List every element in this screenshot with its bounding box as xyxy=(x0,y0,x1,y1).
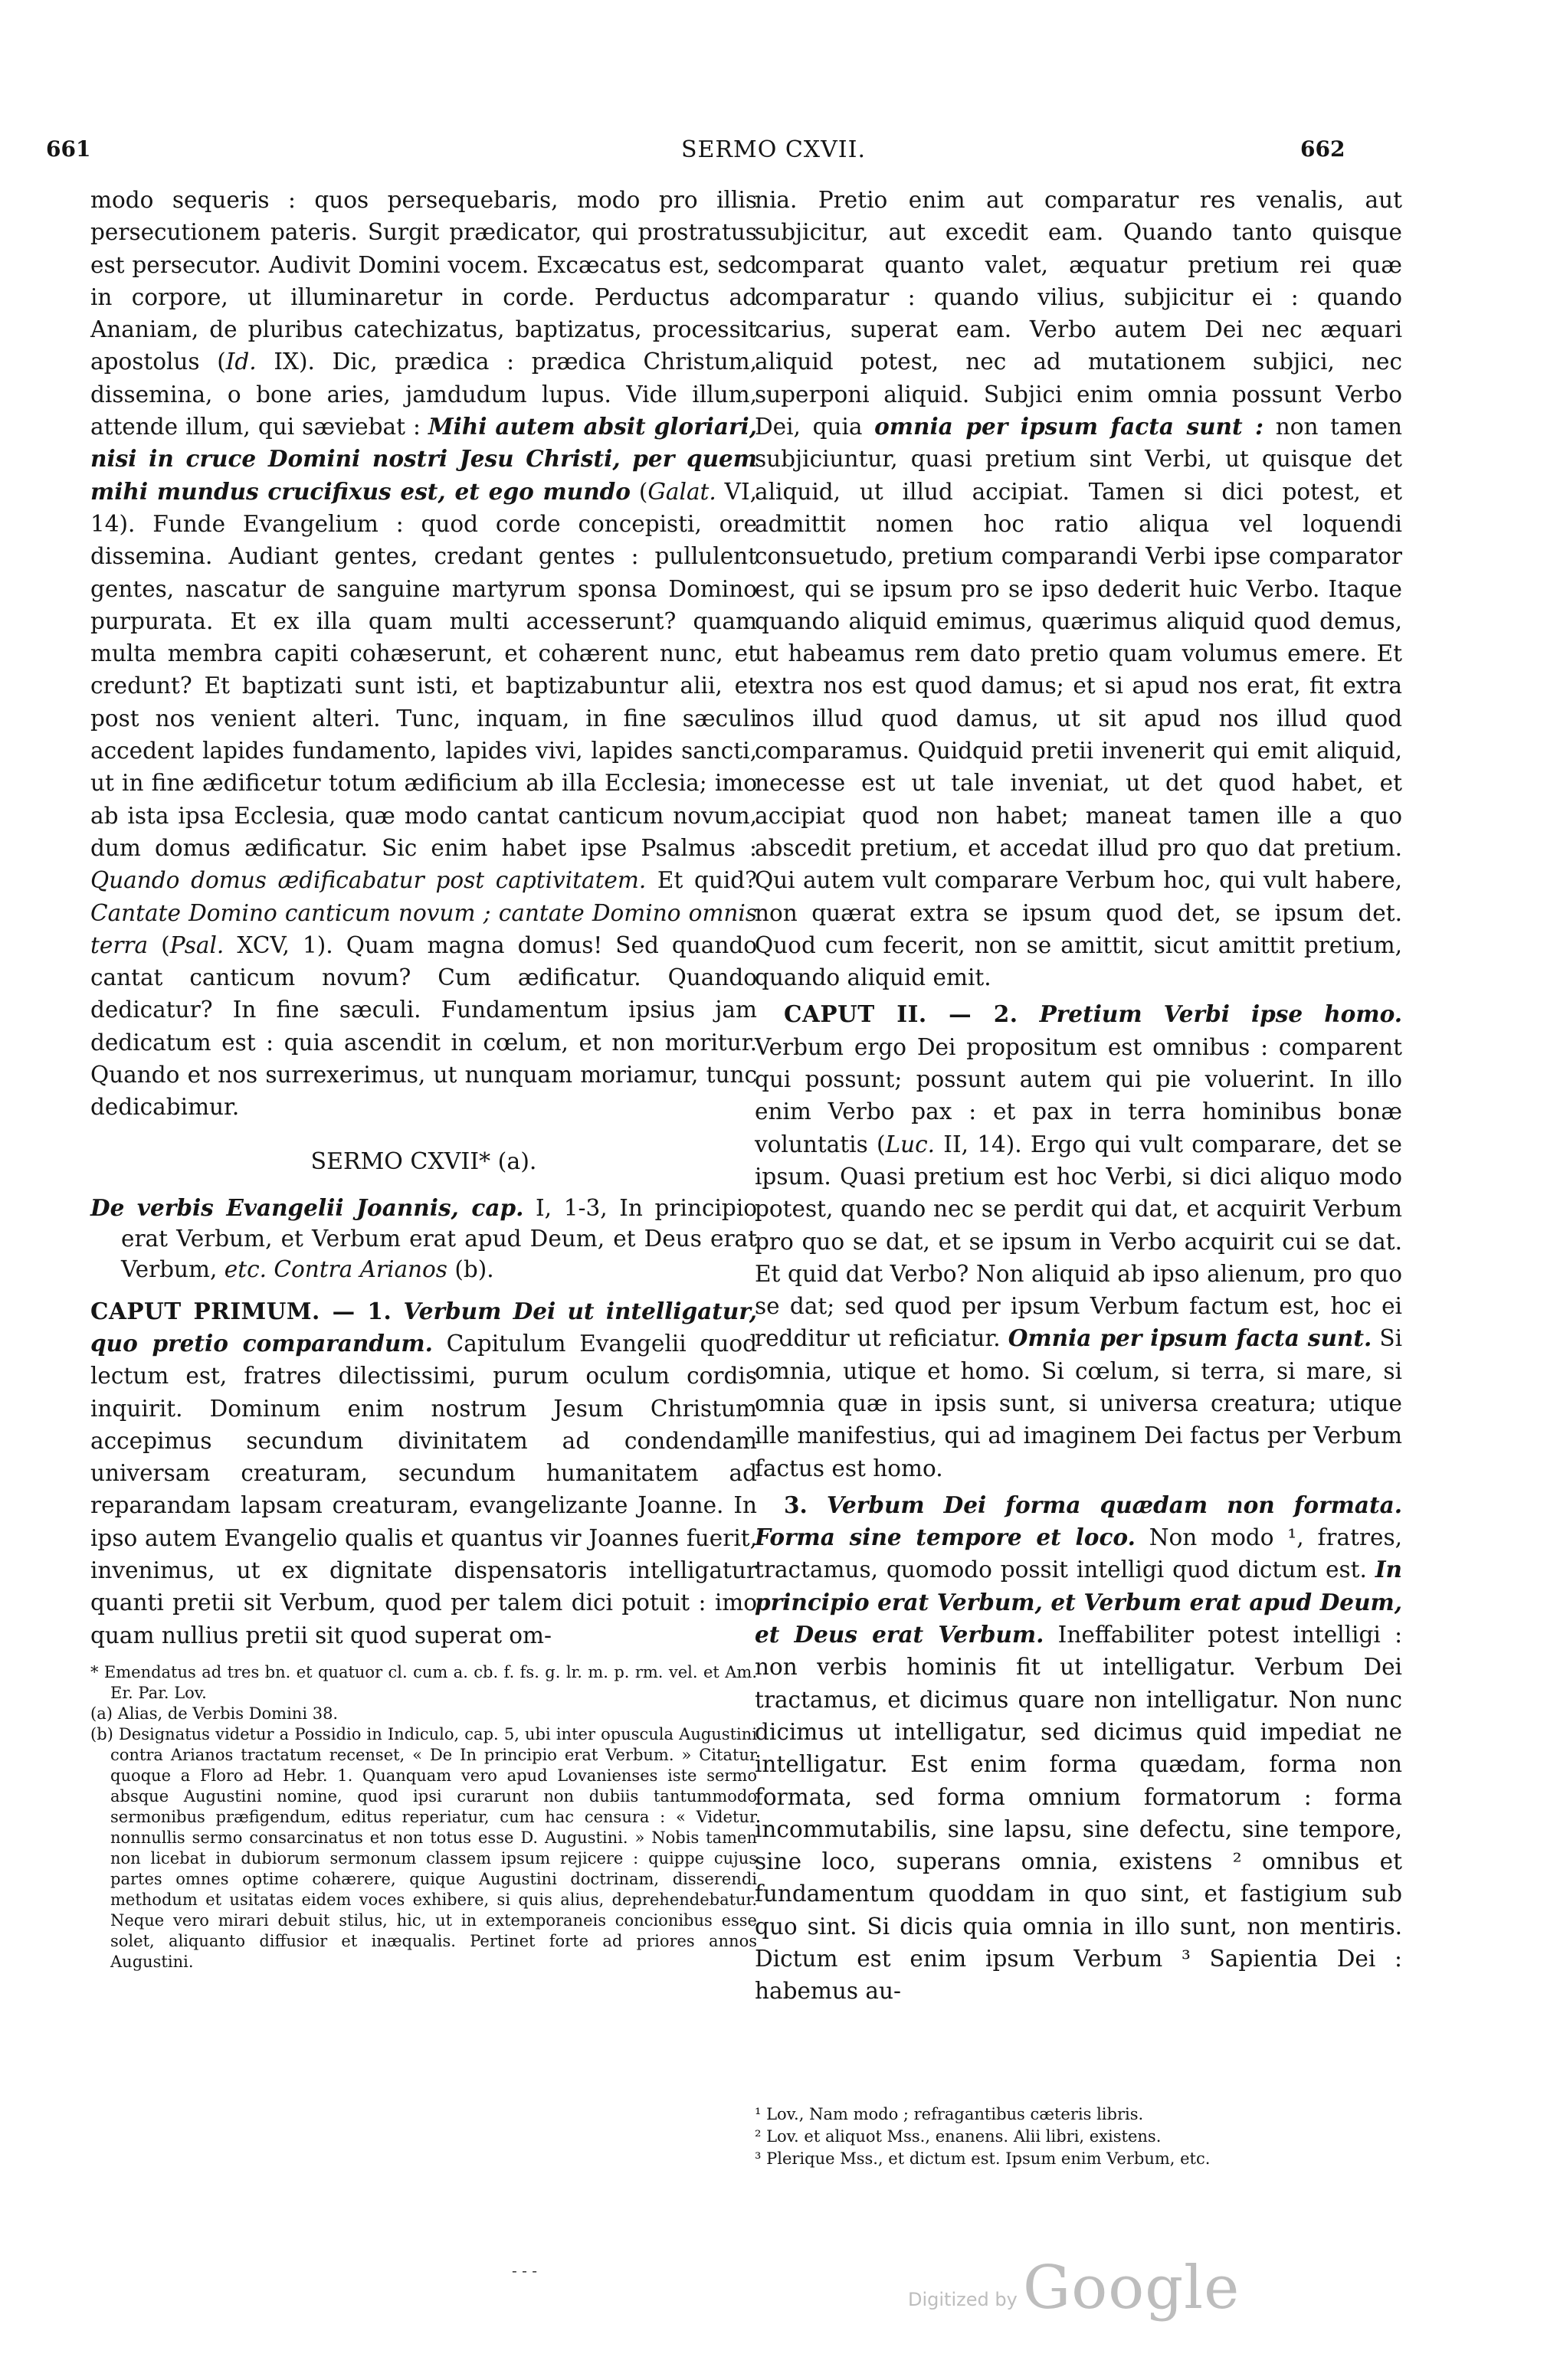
google-watermark xyxy=(908,2254,1368,2323)
footnote: ³ Plerique Mss., et dictum est. Ipsum enim Verbum, etc. xyxy=(755,2149,1211,2168)
caput-primum: CAPUT PRIMUM. — 1. Verbum Dei ut intelligatur, quo pretio comparandum. Capitulum Evangelii quod lectum est, fratres dilectissimi, purum oculum cordis inquirit. Dominum enim nostrum Jesum Christum accepimus secundum divinitatem ad condendam universam creaturam, secundum humanitatem ad reparandam lapsam creaturam, evangelizante Joanne. In ipso autem Evangelio qualis et quantus vir Joannes fuerit, invenimus, ut ex dignitate dispensatoris intelligatur quanti pretii sit Verbum, quod per talem dici potuit : imo quam nullius pretii sit quod superat om- xyxy=(90,1297,758,1648)
footnote: (b) Designatus videtur a Possidio in Indiculo, cap. 5, ubi inter opuscula Augustini contra Arianos tractatum recenset, « De In principio erat Verbum. » Citatur quoque a Floro ad Hebr. 1. Quanquam vero apud Lovanienses iste sermo absque Augustini nomine, quod ipsi curarunt non dubiis tantummodo sermonibus præfigendum, editus reperiatur, cum hac censura : « Videtur nonnullis sermo consarcinatus et non totus esse D. Augustini. » Nobis tamen non licebat in dubiorum sermonum classem ipsum rejicere : quippe cujus partes omnes optime cohærere, quique Augustini doctrinam, disserendi methodum et usitatas eidem voces exhibere, si quis alius, deprehendebatur. Neque vero mirari debuit stilus, hic, ut in extemporaneis concionibus esse solet, aliquanto diffusior et inæqualis. Pertinet forte ad priores annos Augustini. xyxy=(90,1724,757,1971)
paragraph-3: 3. Verbum Dei forma quædam non formata. Forma sine tempore et loco. Non modo ¹, fratres, tractamus, quomodo possit intelligi quod dictum est. In principio erat Verbum, et Verbum erat apud Deum, et Deus erat Verbum. Ineffabiliter potest intelligi : non verbis hominis fit ut intelligatur. Verbum Dei tractamus, et dicimus quare non intelligatur. Non nunc dicimus ut intelligatur, sed dicimus quid impediat ne intelligatur. Est enim forma quædam, forma non formata, sed forma omnium formatorum : forma incommutabilis, sine lapsu, sine defectu, sine tempore, sine loco, superans omnia, existens ² omnibus et fundamentum quoddam in quo sint, et fastigium sub quo sint. Si dicis quia omnia in illo sunt, non mentiris. Dictum est enim ipsum Verbum ³ Sapientia Dei : habemus au- xyxy=(755,1491,1403,2005)
page-header xyxy=(0,136,1547,176)
sermo-summary: De verbis Evangelii Joannis, cap. I, 1-3, In principio erat Verbum, et Verbum erat apud Deum, et Deus erat Verbum, etc. Contra Arianos (b). xyxy=(90,1193,758,1282)
sermo-title: SERMO CXVII* (a). xyxy=(310,1147,537,1175)
page-number-left: 661 xyxy=(46,136,91,162)
footnote: * Emendatus ad tres bn. et quatuor cl. cum a. cb. f. fs. g. lr. m. p. rm. vel. et Am. Er. Par. Lov. xyxy=(90,1662,757,1702)
watermark-digitized-by: Digitized by xyxy=(908,2289,1018,2310)
footnote: ¹ Lov., Nam modo ; refragantibus cæteris libris. xyxy=(755,2105,1144,2123)
left-paragraph-1: modo sequeris : quos persequebaris, modo pro illis persecutionem pateris. Surgit prædicator, qui prostratus est persecutor. Audivit Domini vocem. Excæcatus est, sed in corpore, ut illuminaretur in corde. Perductus ad Ananiam, de pluribus catechizatus, baptizatus, processit apostolus (Id. IX). Dic, prædica : prædica Christum, dissemina, o bone aries, jamdudum lupus. Vide illum, attende illum, qui sæviebat : Mihi autem absit gloriari, nisi in cruce Domini nostri Jesu Christi, per quem mihi mundus crucifixus est, et ego mundo (Galat. VI, 14). Funde Evangelium : quod corde concepisti, ore dissemina. Audiant gentes, credant gentes : pullulent gentes, nascatur de sanguine martyrum sponsa Domino purpurata. Et ex illa quam multi accesserunt? quam multa membra capiti cohæserunt, et cohærent nunc, et credunt? Et baptizati sunt isti, et baptizabuntur alii, et post nos venient alteri. Tunc, inquam, in fine sæculi accedent lapides fundamento, lapides vivi, lapides sancti, ut in fine ædificetur totum ædificium ab illa Ecclesia; imo ab ista ipsa Ecclesia, quæ modo cantat canticum novum, dum domus ædificatur. Sic enim habet ipse Psalmus : Quando domus ædificabatur post captivitatem. Et quid? Cantate Domino canticum novum ; cantate Domino omnis terra (Psal. XCV, 1). Quam magna domus! Sed quando cantat canticum novum? Cum ædificatur. Quando dedicatur? In fine sæculi. Fundamentum ipsius jam dedicatum est : quia ascendit in cœlum, et non moritur. Quando et nos surrexerimus, ut nunquam moriamur, tunc dedicabimur. xyxy=(90,187,758,1121)
right-paragraph-1: nia. Pretio enim aut comparatur res venalis, aut subjicitur, aut excedit eam. Quando tanto quisque comparat quanto valet, æquatur pretium rei quæ comparatur : quando vilius, subjicitur ei : quando carius, superat eam. Verbo autem Dei nec æquari aliquid potest, nec ad mutationem subjici, nec superponi aliquid. Subjici enim omnia possunt Verbo Dei, quia omnia per ipsum facta sunt : non tamen subjiciuntur, quasi pretium sint Verbi, ut quisque det aliquid, ut illud accipiat. Tamen si dici potest, et admittit nomen hoc ratio aliqua vel loquendi consuetudo, pretium comparandi Verbi ipse comparator est, qui se ipsum pro se ipso dederit huic Verbo. Itaque quando aliquid emimus, quærimus aliquid quod demus, ut habeamus rem dato pretio quam volumus emere. Et extra nos est quod damus; et si apud nos erat, fit extra nos illud quod damus, ut sit apud nos illud quod comparamus. Quidquid pretii invenerit qui emit aliquid, necesse est ut tale inveniat, ut det quod habet, et accipiat quod non habet; maneat tamen ille a quo abscedit pretium, et accedat illud pro quo dat pretium. Qui autem vult comparare Verbum hoc, qui vult habere, non quærat extra se ipsum quod det, se ipsum det. Quod cum fecerit, non se amittit, sicut amittit pretium, quando aliquid emit. xyxy=(755,187,1402,991)
page-number-right: 662 xyxy=(1300,136,1345,162)
caput-secundum: CAPUT II. — 2. Pretium Verbi ipse homo. Verbum ergo Dei propositum est omnibus : comparent qui possunt; possunt autem qui pie voluerint. In illo enim Verbo pax : et pax in terra hominibus bonæ voluntatis (Luc. II, 14). Ergo qui vult comparare, det se ipsum. Quasi pretium est hoc Verbi, si dici aliquo modo potest, quando nec se perdit qui dat, et acquirit Verbum pro quo se dat, et se ipsum in Verbo acquirit cui se dat. Et quid dat Verbo? Non aliquid ab ipso alienum, pro quo se dat; sed quod per ipsum Verbum factum est, hoc ei redditur ut reficiatur. Omnia per ipsum facta sunt. Si omnia, utique et homo. Si cœlum, si terra, si mare, si omnia quæ in ipsis sunt, si universa creatura; utique ille manifestius, qui ad imaginem Dei factus per Verbum factus est homo. xyxy=(755,1000,1403,1481)
left-column xyxy=(90,184,757,1972)
footnote: (a) Alias, de Verbis Domini 38. xyxy=(90,1704,339,1723)
watermark-google-logo: Google xyxy=(1023,2254,1241,2323)
left-footnotes xyxy=(90,1662,757,1972)
bottom-mark: - - - xyxy=(512,2261,537,2280)
right-column xyxy=(755,184,1402,2008)
running-title: SERMO CXVII. xyxy=(680,136,867,163)
right-footnotes xyxy=(755,2103,1402,2170)
footnote: ² Lov. et aliquot Mss., enanens. Alii libri, existens. xyxy=(755,2127,1162,2146)
